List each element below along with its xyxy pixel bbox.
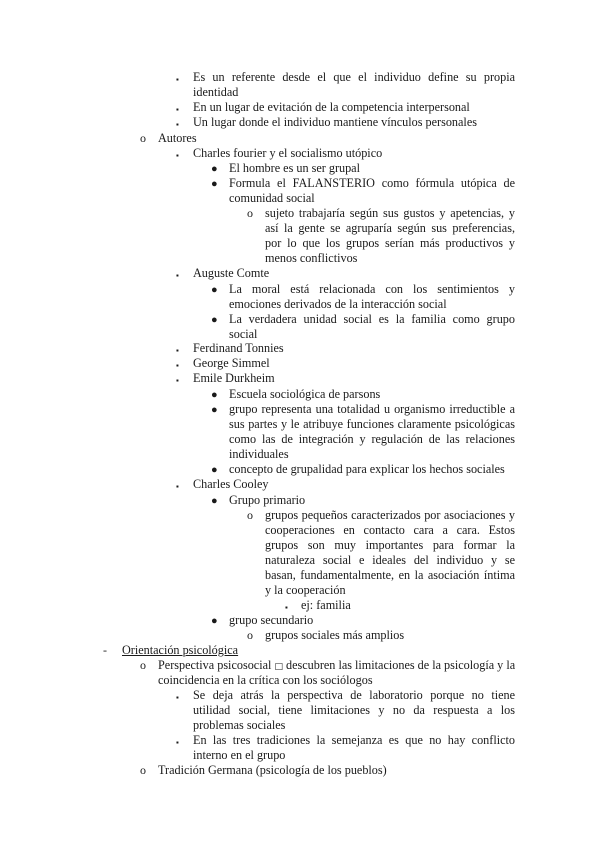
missing-glyph-icon: □ (274, 662, 283, 672)
circle-bullet-icon: o (247, 508, 253, 522)
text-line: naturaleza social e ideales del individuo y se (265, 553, 515, 567)
text-line: problemas sociales (193, 718, 286, 732)
text-line: Se deja atrás la perspectiva de laboratorio porque no tiene (193, 688, 515, 702)
dot-bullet-icon: ● (211, 615, 218, 627)
dash-bullet-icon: - (103, 643, 107, 657)
text-line: La moral está relacionada con los sentimientos y (229, 282, 515, 296)
dot-bullet-icon: ● (211, 284, 218, 296)
dot-bullet-icon: ● (211, 389, 218, 401)
text-line: ej: familia (301, 598, 351, 612)
text-line: Escuela sociológica de parsons (229, 387, 381, 401)
text-line: comunidad social (229, 191, 315, 205)
square-bullet-icon: ▪ (176, 738, 179, 747)
circle-bullet-icon: o (140, 658, 146, 672)
text-line: En las tres tradiciones la semejanza es que no hay conflicto (193, 733, 515, 747)
text-line: individuales (229, 447, 289, 461)
text-line: menos conflictivos (265, 251, 358, 265)
text-line: concepto de grupalidad para explicar los hechos sociales (229, 462, 505, 476)
text-line: grupos pequeños caracterizados por asociaciones y (265, 508, 515, 522)
square-bullet-icon: ▪ (176, 105, 179, 114)
text-fragment: Perspectiva psicosocial (158, 658, 272, 672)
text-line: sujeto trabajaría según sus gustos y apetencias, y (265, 206, 515, 220)
square-bullet-icon: ▪ (285, 603, 288, 612)
text-line: interno en el grupo (193, 748, 286, 762)
square-bullet-icon: ▪ (176, 361, 179, 370)
text-line: social (229, 327, 258, 341)
section-heading: Orientación psicológica (122, 643, 239, 657)
circle-bullet-icon: o (140, 131, 146, 145)
section-heading: Autores (158, 131, 197, 145)
square-bullet-icon: ▪ (176, 151, 179, 160)
text-line: Ferdinand Tonnies (193, 341, 284, 355)
text-line: Emile Durkheim (193, 371, 275, 385)
square-bullet-icon: ▪ (176, 346, 179, 355)
dot-bullet-icon: ● (211, 404, 218, 416)
text-line: grupos son muy importantes para formar la (265, 538, 515, 552)
dot-bullet-icon: ● (211, 495, 218, 507)
circle-bullet-icon: o (247, 206, 253, 220)
dot-bullet-icon: ● (211, 178, 218, 190)
dot-bullet-icon: ● (211, 464, 218, 476)
text-line: grupo representa una totalidad u organismo irreductible a (229, 402, 515, 416)
text-line: sus partes y le atribuye funciones claramente psicológicas (229, 417, 515, 431)
text-line: El hombre es un ser grupal (229, 161, 360, 175)
square-bullet-icon: ▪ (176, 120, 179, 129)
text-line: identidad (193, 85, 239, 99)
square-bullet-icon: ▪ (176, 75, 179, 84)
text-line: grupo secundario (229, 613, 314, 627)
text-line: emociones derivados de la interacción social (229, 297, 447, 311)
text-line: En un lugar de evitación de la competencia interpersonal (193, 100, 470, 114)
text-line: George Simmel (193, 356, 270, 370)
text-line: Es un referente desde el que el individuo define su propia (193, 70, 515, 84)
square-bullet-icon: ▪ (176, 376, 179, 385)
text-line: por lo que los grupos serían más productivos y (265, 236, 515, 250)
text-line: La verdadera unidad social es la familia como grupo (229, 312, 515, 326)
square-bullet-icon: ▪ (176, 271, 179, 280)
text-line: grupos sociales más amplios (265, 628, 405, 642)
square-bullet-icon: ▪ (176, 693, 179, 702)
text-line: Charles Cooley (193, 477, 269, 491)
text-line: utilidad social, tiene limitaciones y no da respuesta a los (193, 703, 515, 717)
circle-bullet-icon: o (140, 763, 146, 777)
text-line: coincidencia en la crítica con los sociólogos (158, 673, 373, 687)
text-line: así la gente se agruparía según sus preferencias, (265, 221, 515, 235)
dot-bullet-icon: ● (211, 163, 218, 175)
text-line: Grupo primario (229, 493, 306, 507)
text-line: Auguste Comte (193, 266, 270, 280)
text-line: y la cooperación (265, 583, 346, 597)
text-line: Charles fourier y el socialismo utópico (193, 146, 383, 160)
text-line: como las de integración y regulación de las relaciones (229, 432, 515, 446)
circle-bullet-icon: o (247, 628, 253, 642)
square-bullet-icon: ▪ (176, 482, 179, 491)
text-line: basan, fundamentalmente, en la asociación íntima (265, 568, 515, 582)
text-line: Formula el FALANSTERIO como fórmula utópica de (229, 176, 515, 190)
text-line: Tradición Germana (psicología de los pueblos) (158, 763, 387, 777)
dot-bullet-icon: ● (211, 314, 218, 326)
text-fragment: descubren las limitaciones de la psicología y la (286, 658, 516, 672)
text-line: cooperaciones en contacto cara a cara. Estos (265, 523, 515, 537)
text-line: Un lugar donde el individuo mantiene vínculos personales (193, 115, 477, 129)
